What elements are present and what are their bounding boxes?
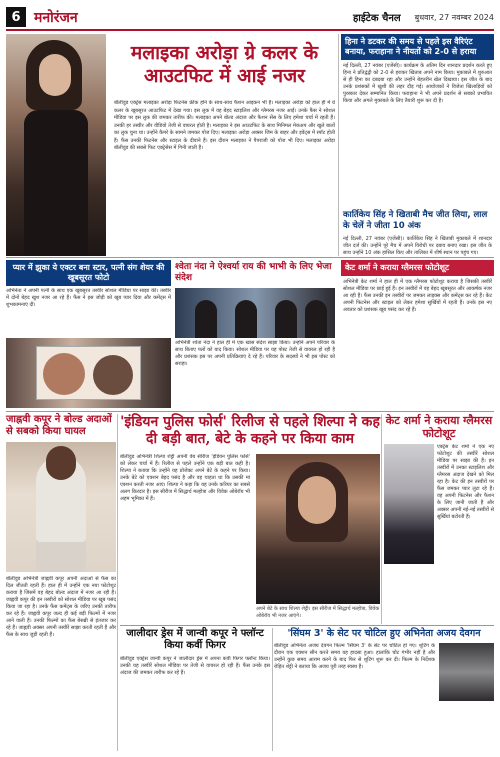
masthead-rule [6,29,494,31]
lead-photo [6,34,106,256]
story-jhanvi-headline: जाह्नवी कपूर ने बोल्ड अदाओं से सबको किया घायल [6,414,112,437]
dateline: बुधवार, 27 नवम्बर 2024 [414,12,494,22]
story-sports [341,260,494,410]
story-couple-headline: प्यार में झुका ये एक्टर बना स्टार, पत्नी संग शेयर की खूबसूरत फोटो [6,260,171,286]
story-shilpa-caption: अपने बेटे के साथ शिल्पा शेट्टी। इस सीरीज में सिद्धार्थ मल्होत्रा, विवेक ओबेरॉय भी नजर आएंगे। [256,606,380,619]
story-ketki-photo [384,444,434,564]
story-couple-body: अभिनेता ने अपनी पत्नी के साथ एक खूबसूरत तस्वीर सोशल मीडिया पर साझा की। तस्वीर में दोनों बेहद खुश नजर आ रहे हैं। फैंस ने इस जोड़ी को खूब प्यार दिया और कमेंट्स में शुभकामनाएं दीं। [6,288,171,308]
story-shweta-headline: श्वेता नंदा ने ऐश्वर्या राय की भाभी के लिए भेजा संदेश [175,262,332,283]
story-janhvi-dress-body: बॉलीवुड एक्ट्रेस जान्वी कपूर ने जालीदार ड्रेस में अपना कर्वी फिगर फ्लॉन्ट किया। उनकी यह तस्वीरें सोशल मीडिया पर तेजी से वायरल हो रही हैं। फैंस उनके इस अंदाज की जमकर तारीफ कर रहे हैं। [120,656,270,676]
story-singham-headline: 'सिंघम 3' के सेट पर चोटिल हुए अभिनेता अजय देवगन [287,628,481,639]
story-ketki [384,414,494,624]
story-singham [274,628,494,751]
right-top-body: नई दिल्ली, 27 नवंबर (एजेंसी)। कार्यक्रम के अंतिम दिन शानदार प्रदर्शन करते हुए हिना ने प्रतिद्वंद्वी को 2-0 से हराकर खिताब अपने नाम किया। मुकाबले में शुरुआत से ही हिना का दबदबा रहा और उन्होंने बेहतरीन खेल दिखाया। इस जीत के बाद उनके प्रशंसकों में खुशी की लहर दौड़ गई। आयोजकों ने विजेता खिलाड़ियों को पुरस्कार देकर सम्मानित किया। फराहाना ने भी अपने प्रदर्शन से सबको प्रभावित किया और अगले मुकाबले के लिए तैयारी शुरू कर दी है। [343,63,492,104]
section-name: मनोरंजन [34,9,78,26]
page-number: 6 [6,7,26,27]
story-singham-body: बॉलीवुड अभिनेता अजय देवगन फिल्म 'सिंघम 3' के सेट पर चोटिल हो गए। शूटिंग के दौरान एक एक्शन सीन करते समय यह हादसा हुआ। हालांकि चोट गंभीर नहीं है और उन्होंने कुछ समय आराम करने के बाद फिर से शूटिंग शुरू कर दी। फिल्म के निर्देशक रोहित शेट्टी ने बताया कि अजय पूरी तरह स्वस्थ हैं। [274,643,435,670]
right-second-headline: कार्तिकेय सिंह ने खिताबी मैच जीत लिया, लाल के चेलें ने जीता 10 अंक [343,210,488,231]
story-couple-inset-photo [36,346,141,400]
story-jhanvi [6,414,116,751]
story-shweta [175,260,335,410]
story-jhanvi-photo [6,442,116,572]
brand: हाईटेक चैनल [352,13,401,24]
story-shilpa-body: बॉलीवुड अभिनेत्री शिल्पा शेट्टी अपनी वेब सीरीज 'इंडियन पुलिस फोर्स' को लेकर चर्चा में हैं। रिलीज से पहले उन्होंने एक बड़ी बात कही है। शिल्पा ने बताया कि उन्होंने यह प्रोजेक्ट अपने बेटे के कहने पर किया। उनके बेटे को एक्शन बेहद पसंद है और वह चाहता था कि उसकी मां एक्शन करती नजर आएं। शिल्पा ने कहा कि यह उनके करियर का सबसे अलग किरदार है। इस सीरीज में सिद्धार्थ मल्होत्रा और विवेक ओबेरॉय भी अहम भूमिका में हैं। [120,454,250,502]
story-shilpa-photo [256,454,380,604]
right-second-body: नई दिल्ली, 27 नवंबर (एजेंसी)। कार्तिकेय सिंह ने खिताबी मुकाबले में शानदार जीत दर्ज की। उन्होंने पूरे मैच में अपने विरोधी पर दबाव बनाए रखा। इस जीत के साथ उन्होंने 10 अंक हासिल किए और तालिका में शीर्ष स्थान पर पहुंच गए। [343,236,492,256]
story-shilpa [120,414,380,624]
lead-headline: मलाइका अरोड़ा ग्रे कलर के आउटफिट में आई नजर [130,42,319,87]
story-shweta-body: अभिनेत्री श्वेता नंदा ने हाल ही में एक खास संदेश साझा किया। उन्होंने अपने परिवार के साथ बिताए पलों को याद किया। सोशल मीडिया पर यह पोस्ट तेजी से वायरल हो रही है और प्रशंसक इस पर अपनी प्रतिक्रियाएं दे रहे हैं। परिवार के सदस्यों ने भी इस पोस्ट को सराहा। [175,340,335,367]
story-janhvi-dress-headline: जालीदार ड्रेस में जान्वी कपूर ने फ्लॉन्ट किया कर्वी फिगर [126,628,264,651]
story-sports-body: अभिनेत्री केट शर्मा ने हाल ही में एक ग्लैमरस फोटोशूट कराया है जिसकी तस्वीरें सोशल मीडिया पर छाई हुई हैं। इन तस्वीरों में वह बेहद खूबसूरत और आकर्षक नजर आ रही हैं। फैंस उनकी इन तस्वीरों पर जमकर लाइक्स और कमेंट्स कर रहे हैं। केट अपनी फिटनेस और स्टाइल को लेकर हमेशा सुर्खियों में रहती हैं। उनके इस नए अवतार को प्रशंसक खूब पसंद कर रहे हैं। [343,279,492,313]
story-couple [6,260,171,410]
lead-body: बॉलीवुड एक्ट्रेस मलाइका अरोड़ा फिटनेस फ्रीक होने के साथ-साथ फैशन आइकन भी हैं। मलाइका अरोड़ा को हाल ही में ग्रे कलर के खूबसूरत आउटफिट में देखा गया। इस लुक में वह बेहद स्टाइलिश और ग्लैमरस नजर आईं। उनके फैंस ने सोशल मीडिया पर इस लुक की जमकर तारीफ की। मलाइका अपने बोल्ड अंदाज और फैशन सेंस के लिए हमेशा चर्चा में रहती हैं। उनकी हर तस्वीर और वीडियो तेजी से वायरल होती है। मलाइका ने इस आउटफिट के साथ मिनिमल मेकअप और खुले बालों का लुक चुना था। उन्होंने कैमरे के सामने जमकर पोज दिए। मलाइका अरोड़ा अक्सर जिम के बाहर और इवेंट्स में स्पॉट होती हैं। फैंस उनकी फिटनेस और स्टाइल के दीवाने हैं। इस दौरान मलाइका ने पैपराजी को पोज भी दिए। मलाइका अरोड़ा बॉलीवुड की सबसे फिट एक्ट्रेसेस में गिनी जाती हैं। [114,100,335,151]
story-shilpa-headline: 'इंडियन पुलिस फोर्स' रिलीज से पहले शिल्पा ने कह दी बड़ी बात, बेटे के कहने पर किया काम [120,414,380,447]
story-sports-headline: केट शर्मा ने कराया ग्लैमरस फोटोशूट [341,260,494,276]
story-singham-photo [439,643,494,701]
right-top-headline: हिना ने डटकर की समय से पहले इस वैरिएंट बनाया, फराहाना ने नीयतों को 2-0 से हराया [341,34,494,60]
story-shweta-photo [175,288,335,338]
masthead [6,6,494,28]
story-jhanvi-body: बॉलीवुड अभिनेत्री जाह्नवी कपूर अपनी अदाओं से फैंस का दिल जीतती रहती हैं। हाल ही में उन्होंने एक नया फोटोशूट कराया है जिसमें वह बेहद बोल्ड अंदाज में नजर आ रही हैं। जाह्नवी कपूर की इन तस्वीरों को सोशल मीडिया पर खूब पसंद किया जा रहा है। उनके फैंस कमेंट्स के जरिए उनकी तारीफ कर रहे हैं। जाह्नवी कपूर जल्द ही कई बड़ी फिल्मों में नजर आने वाली हैं। उनकी फिल्मों का फैंस बेसब्री से इंतजार कर रहे हैं। जाह्नवी अक्सर अपनी तस्वीरें साझा करती रहती हैं और फैंस के साथ जुड़ी रहती हैं। [6,576,116,638]
story-janhvi-dress [120,628,270,751]
story-ketki-body: एक्ट्रेस केट शर्मा ने एक नए फोटोशूट की तस्वीरें सोशल मीडिया पर साझा की हैं। इन तस्वीरों में उनका स्टाइलिश और ग्लैमरस अंदाज देखने को मिल रहा है। केट की इन तस्वीरों पर फैंस जमकर प्यार लुटा रहे हैं। वह अपनी फिटनेस और फैशन के लिए जानी जाती हैं और अक्सर अपनी नई-नई तस्वीरों से सुर्खियां बटोरती हैं। [437,444,494,520]
story-ketki-headline: केट शर्मा ने कराया ग्लैमरस फोटोशूट [385,414,493,440]
lead-story [6,34,335,256]
